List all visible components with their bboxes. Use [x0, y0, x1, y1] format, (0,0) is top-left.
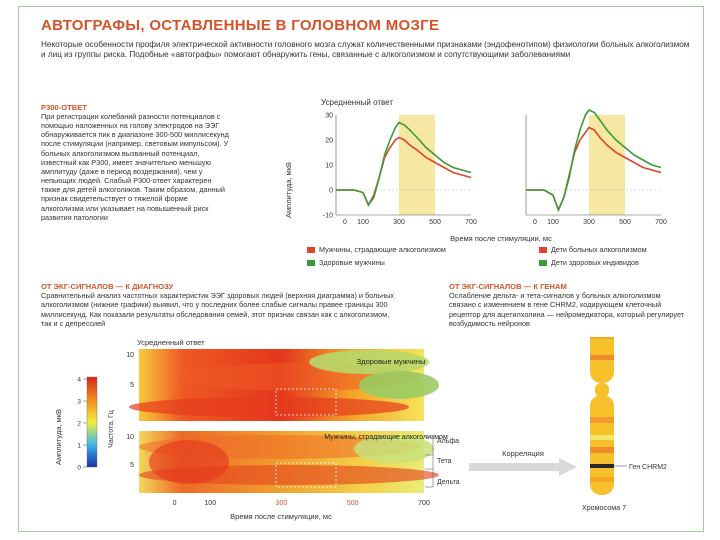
chromosome-label: Хромосома 7 [581, 503, 627, 512]
x-tick-label: 100 [357, 219, 369, 226]
heatmap-x-tick: 300 [275, 500, 288, 507]
gene-label: Ген CHRM2 [629, 464, 667, 471]
legend-swatch [307, 260, 315, 266]
y-tick-label: 30 [325, 112, 333, 120]
colorbar-tick-label: 2 [77, 420, 81, 428]
x-tick-label: 0 [533, 219, 537, 226]
ekg-text: Сравнительный анализ частотных характеристик ЭЭГ здоровых людей (верхняя диаграмма) и больных алкоголизмом (нижние графики) выявил, что у последних более слабые сигналы правее границы 300 миллисекунд. Как показали результаты обследования семей, этот признак связан как с алкоголизмом, так и с депрессией [41, 291, 395, 328]
legend-item [539, 245, 647, 254]
heatmap-y-tick: 5 [130, 462, 134, 469]
heatmap-x-tick: 500 [346, 500, 359, 507]
legend-swatch [307, 247, 315, 253]
x-tick-label: 500 [429, 219, 441, 226]
heatmap-y-tick: 10 [126, 434, 134, 441]
heatmap-xlabel: Время после стимуляции, мс [230, 512, 332, 521]
legend-swatch [539, 260, 547, 266]
gene-text: Ослабление дельта- и тета-сигналов у больных алкоголизмом связано с изменением в гене CHRM2, кодирующем клеточный рецептор для ацетилхолина — нейромедиатора, который регулирует возбудимость нейронов [449, 291, 685, 328]
gene-chrm2-band [590, 464, 614, 468]
heatmap-x-tick: 700 [418, 500, 430, 507]
ekg-heading: ОТ ЭКГ-СИГНАЛОВ — К ДИАГНОЗУ [41, 282, 174, 291]
chromosome-7 [582, 337, 667, 512]
legend-swatch [539, 247, 547, 253]
gene-heading: ОТ ЭКГ-СИГНАЛОВ — К ГЕНАМ [449, 282, 567, 291]
heatmap-y-tick: 10 [126, 352, 134, 359]
page-title: АВТОГРАФЫ, ОСТАВЛЕННЫЕ В ГОЛОВНОМ МОЗГЕ [41, 17, 440, 34]
erp-xlabel: Время после стимуляции, мс [450, 234, 552, 243]
intro-text: Некоторые особенности профиля электрической активности головного мозга служат количественными признаками (эндофенотипом) физиологии больных алкоголизмом и лиц из группы риска. Подобные «автографы» помогают обнаружить гены, связанные с алкоголизмом и сопутствующими заболеваниями [41, 40, 690, 60]
legend-item [307, 245, 446, 254]
colorbar-tick-label: 3 [77, 398, 81, 406]
page-frame [18, 6, 704, 532]
heatmap-title: Усредненный ответ [137, 338, 205, 347]
stimulus-window-highlight [399, 115, 435, 215]
p300-text: При регистрации колебаний разности потенциалов с помощью наложенных на голову электродов на ЭЭГ обнаруживается пик в диапазоне 300-500 миллисекунд после стимуляции (например, световым импульсом). У больных алкоголизмом вызванный потенциал, известный как Р300, имеет значительно меньшую амплитуду (даже в период воздержания), чем у непьющих людей. Слабый Р300-ответ характерен также для детей алкоголиков. Таким образом, данный признак свидетельствует о тяжелой форме алкоголизма или указывает на повышенный риск развития патологии [41, 112, 229, 222]
heatmap-panel-alcoholic [139, 431, 448, 493]
y-tick-label: -10 [322, 212, 333, 220]
colorbar-ticks [77, 377, 87, 472]
heatmap-y-tick: 5 [130, 382, 134, 389]
x-tick-label: 0 [343, 219, 347, 226]
panel-label-healthy: Здоровые мужчины [356, 357, 426, 366]
y-tick-label: 0 [329, 187, 333, 195]
heatmap-panel-healthy [129, 349, 439, 421]
heatmap-x-tick: 100 [204, 500, 217, 507]
p300-heading: Р300-ОТВЕТ [41, 103, 87, 112]
legend-label: Мужчины, страдающие алкоголизмом [319, 245, 446, 254]
legend-item [307, 258, 385, 267]
colorbar-tick-label: 0 [77, 464, 81, 472]
erp-plot-children [526, 110, 667, 226]
band-theta: Тета [437, 458, 452, 465]
correlation-label: Корреляция [502, 449, 544, 458]
heatmap-ylabel: Частота, Гц [108, 410, 115, 448]
x-tick-label: 300 [393, 219, 405, 226]
x-tick-label: 500 [619, 219, 631, 226]
x-tick-label: 300 [583, 219, 595, 226]
legend-label: Дети здоровых индивидов [551, 258, 639, 267]
y-tick-label: 20 [325, 137, 333, 145]
colorbar [87, 377, 97, 467]
x-tick-label: 700 [465, 219, 477, 226]
colorbar-tick-label: 1 [77, 442, 81, 450]
x-tick-label: 700 [655, 219, 667, 226]
legend-label: Дети больных алкоголизмом [551, 245, 647, 254]
legend-label: Здоровые мужчины [319, 258, 385, 267]
x-tick-label: 100 [547, 219, 559, 226]
colorbar-tick-label: 4 [77, 376, 81, 384]
legend-item [539, 258, 639, 267]
ekg-heatmap-figure [39, 337, 699, 527]
panel-label-alcoholic: Мужчины, страдающие алкоголизмом [324, 434, 448, 441]
colorbar-label: Амплитуда, мкВ [54, 409, 63, 465]
band-delta: Дельта [437, 479, 460, 486]
erp-plot-adults [323, 113, 477, 227]
erp-subtitle: Усредненный ответ [321, 98, 394, 107]
band-alpha: Альфа [437, 438, 460, 445]
y-tick-label: 10 [325, 162, 333, 170]
correlation-arrow [469, 449, 577, 476]
heatmap-x-tick: 0 [172, 500, 177, 507]
erp-ylabel: Амплитуда, мкВ [284, 162, 293, 218]
